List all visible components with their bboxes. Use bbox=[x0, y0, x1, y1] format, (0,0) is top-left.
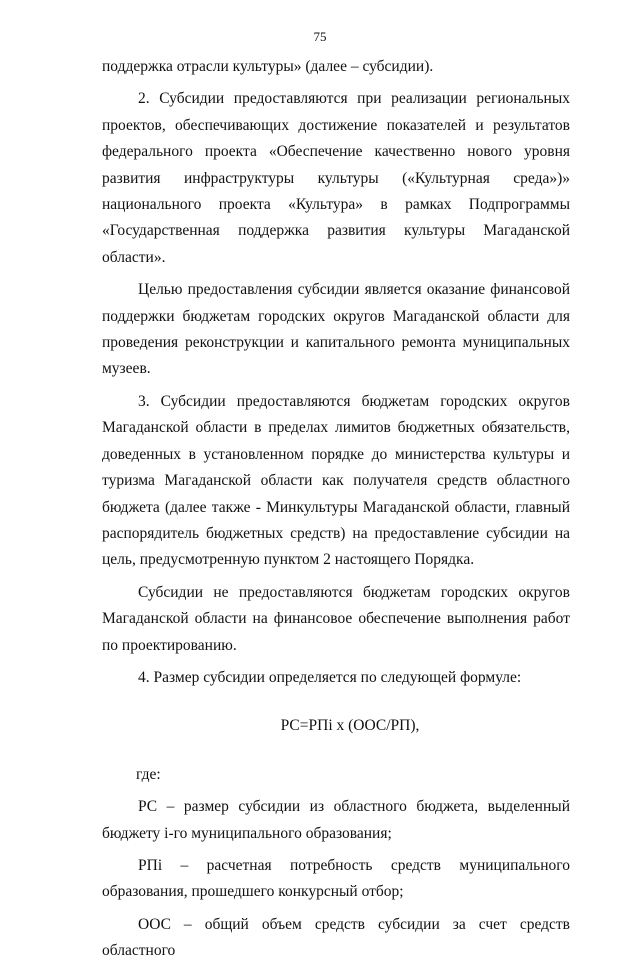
paragraph-exclusion: Субсидии не предоставляются бюджетам городских округов Магаданской области на финансовое обеспечение выполнения работ по проектированию. bbox=[102, 583, 570, 654]
definition-oos: ООС – общий объем средств субсидии за счет средств областного bbox=[102, 915, 570, 960]
formula: РС=РПi x (ООС/РП), bbox=[280, 717, 420, 735]
definition-rs: РС – размер субсидии из областного бюджета, выделенный бюджету i-го муниципального образования; bbox=[102, 798, 570, 842]
paragraph-continuation: поддержка отрасли культуры» (далее – субсидии). bbox=[102, 58, 434, 75]
paragraph-purpose: Целью предоставления субсидии является оказание финансовой поддержки бюджетам городских округов Магаданской области для проведения реконструкции и капитального ремонта муниципальных музеев. bbox=[102, 281, 570, 378]
page-number: 75 bbox=[313, 29, 327, 44]
document-body bbox=[102, 54, 570, 965]
paragraph-item-4: 4. Размер субсидии определяется по следующей формуле: bbox=[138, 668, 522, 686]
paragraph-item-3: 3. Субсидии предоставляются бюджетам городских округов Магаданской области в пределах лимитов бюджетных обязательств, доведенных в установленном порядке до министерства культуры и туризма Магаданской области как получателя средств областного бюджета (далее также - Минкультуры Магаданской области, главный распорядитель бюджетных средств) на предоставление субсидии на цель, предусмотренную пунктом 2 настоящего Порядка. bbox=[102, 392, 570, 569]
paragraph-item-2: 2. Субсидии предоставляются при реализации региональных проектов, обеспечивающих достижение показателей и результатов федерального проекта «Обеспечение качественно нового уровня развития инфраструктуры культуры («Культурная среда»)» национального проекта «Культура» в рамках Подпрограммы «Государственная поддержка развития культуры Магаданской области». bbox=[102, 90, 570, 266]
definition-rpi: РПi – расчетная потребность средств муниципального образования, прошедшего конкурсный отбор; bbox=[102, 856, 570, 901]
formula-where-label: где: bbox=[136, 765, 161, 783]
